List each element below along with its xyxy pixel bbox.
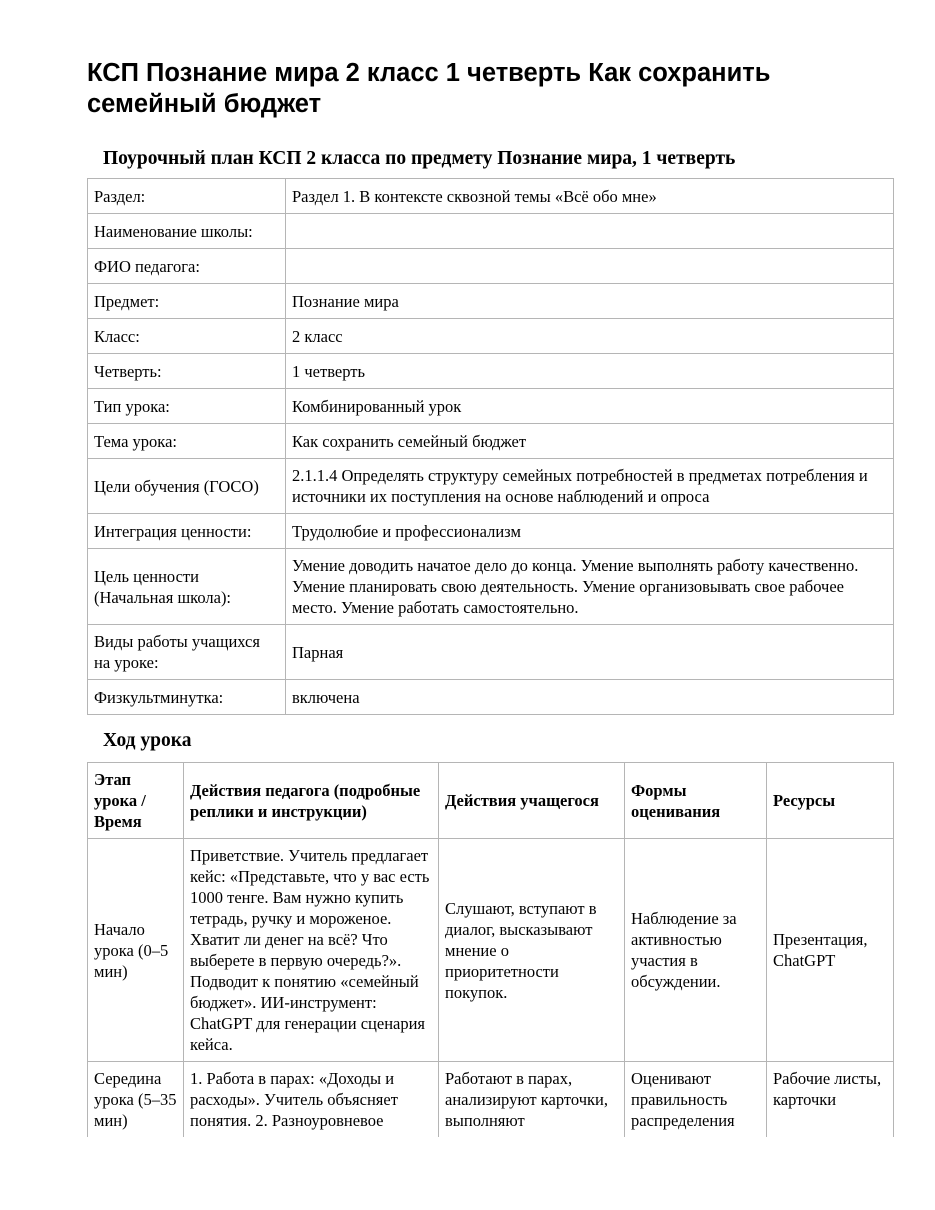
column-header-resources: Ресурсы	[767, 763, 894, 839]
plan-value: Познание мира	[286, 284, 894, 319]
plan-value: 1 четверть	[286, 354, 894, 389]
plan-row-subject	[88, 284, 894, 319]
plan-row-value-integration	[88, 514, 894, 549]
plan-label: Класс:	[88, 319, 286, 354]
plan-table	[87, 178, 894, 715]
plan-row-section	[88, 179, 894, 214]
plan-label: Тип урока:	[88, 389, 286, 424]
plan-label: Четверть:	[88, 354, 286, 389]
plan-row-lesson-type	[88, 389, 894, 424]
stage-cell	[88, 1062, 184, 1138]
student-actions-text: Работают в парах, анализируют карточки, выполняют	[445, 1069, 608, 1130]
lesson-row-middle	[88, 1062, 894, 1138]
plan-row-teacher	[88, 249, 894, 284]
resources-cell	[767, 1062, 894, 1138]
teacher-actions-text: 1. Работа в парах: «Доходы и расходы». Учитель объясняет понятия. 2. Разноуровневое	[190, 1069, 398, 1130]
plan-label: Цели обучения (ГОСО)	[88, 459, 286, 514]
lesson-header-row	[88, 763, 894, 839]
student-actions-cell	[439, 1062, 625, 1138]
plan-label: Интеграция ценности:	[88, 514, 286, 549]
plan-value: включена	[286, 680, 894, 715]
lesson-table	[87, 762, 894, 1137]
plan-value: Трудолюбие и профессионализм	[286, 514, 894, 549]
plan-label: ФИО педагога:	[88, 249, 286, 284]
plan-value: 2.1.1.4 Определять структуру семейных потребностей в предметах потребления и источники их поступления на основе наблюдений и опроса	[286, 459, 894, 514]
document-title: КСП Познание мира 2 класс 1 четверть Как сохранить семейный бюджет	[87, 59, 771, 118]
plan-label: Предмет:	[88, 284, 286, 319]
plan-row-goals	[88, 459, 894, 514]
plan-row-grade	[88, 319, 894, 354]
column-header-assessment: Формы оценивания	[625, 763, 767, 839]
plan-row-value-goal	[88, 549, 894, 625]
plan-label: Виды работы учащихся на уроке:	[88, 625, 286, 680]
plan-row-work-types	[88, 625, 894, 680]
plan-label: Наименование школы:	[88, 214, 286, 249]
plan-value: Умение доводить начатое дело до конца. Умение выполнять работу качественно. Умение планировать свою деятельность. Умение организовывать свое рабочее место. Умение работать самостоятельно.	[286, 549, 894, 625]
plan-label: Цель ценности (Начальная школа):	[88, 549, 286, 625]
stage-cell: Начало урока (0–5 мин)	[88, 839, 184, 1062]
assessment-text: Оценивают правильность распределения	[631, 1069, 735, 1130]
plan-row-school	[88, 214, 894, 249]
plan-label: Физкультминутка:	[88, 680, 286, 715]
teacher-actions-cell: Приветствие. Учитель предлагает кейс: «Представьте, что у вас есть 1000 тенге. Вам нужно купить тетрадь, ручку и мороженое. Хватит ли денег на всё? Что выберете в первую очередь?». Подводит к понятию «семейный бюджет». ИИ-инструмент: ChatGPT для генерации сценария кейса.	[184, 839, 439, 1062]
plan-value: Раздел 1. В контексте сквозной темы «Всё обо мне»	[286, 179, 894, 214]
stage-text: Середина урока (5–35 мин)	[94, 1069, 177, 1130]
plan-value: Как сохранить семейный бюджет	[286, 424, 894, 459]
student-actions-cell: Слушают, вступают в диалог, высказывают мнение о приоритетности покупок.	[439, 839, 625, 1062]
document-page	[87, 58, 893, 1137]
plan-row-exercise-break	[88, 680, 894, 715]
assessment-cell: Наблюдение за активностью участия в обсуждении.	[625, 839, 767, 1062]
teacher-actions-cell	[184, 1062, 439, 1138]
column-header-student-actions: Действия учащегося	[439, 763, 625, 839]
lesson-heading: Ход урока	[103, 730, 192, 751]
plan-label: Тема урока:	[88, 424, 286, 459]
assessment-cell	[625, 1062, 767, 1138]
plan-row-quarter	[88, 354, 894, 389]
plan-value	[286, 249, 894, 284]
lesson-row-beginning	[88, 839, 894, 1062]
resources-text: Рабочие листы, карточки	[773, 1069, 882, 1109]
column-header-stage: Этап урока / Время	[88, 763, 184, 839]
plan-value: Комбинированный урок	[286, 389, 894, 424]
plan-row-topic	[88, 424, 894, 459]
plan-value	[286, 214, 894, 249]
plan-label: Раздел:	[88, 179, 286, 214]
resources-cell: Презентация, ChatGPT	[767, 839, 894, 1062]
plan-value: Парная	[286, 625, 894, 680]
column-header-teacher-actions: Действия педагога (подробные реплики и инструкции)	[184, 763, 439, 839]
plan-heading: Поурочный план КСП 2 класса по предмету Познание мира, 1 четверть	[103, 148, 736, 169]
plan-value: 2 класс	[286, 319, 894, 354]
